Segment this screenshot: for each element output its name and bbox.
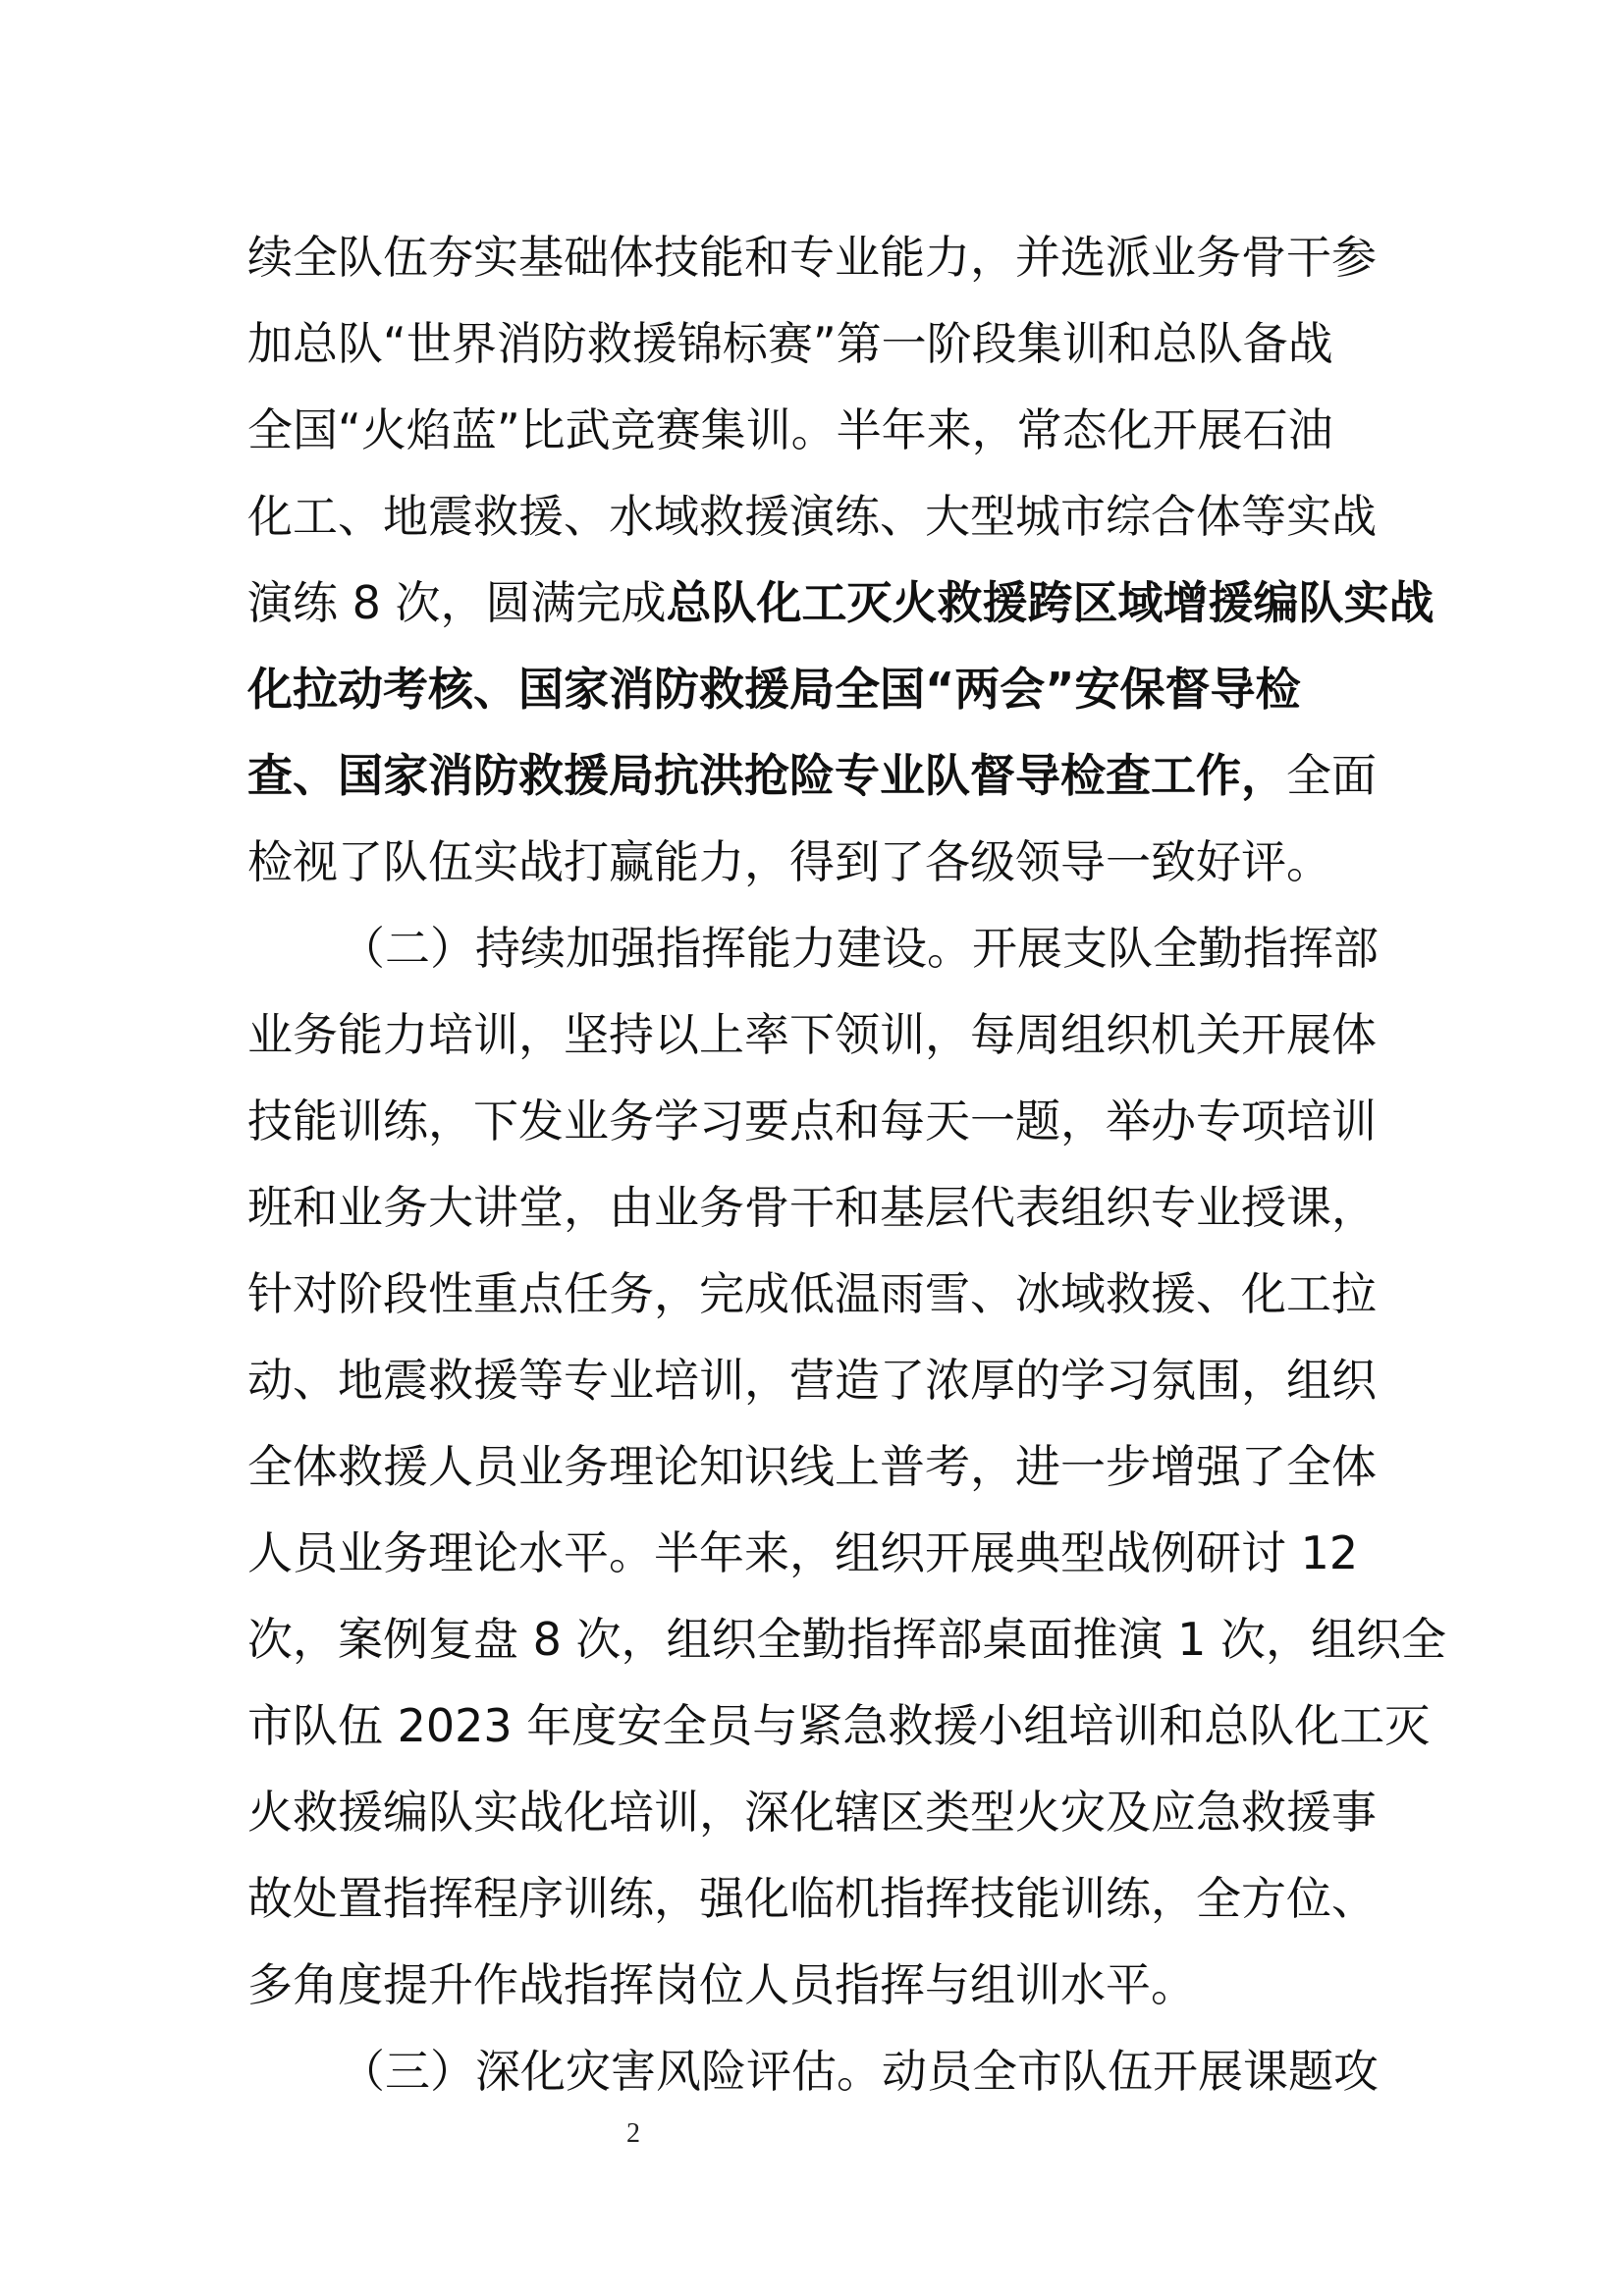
text-line: 续全队伍夯实基础体技能和专业能力，并选派业务骨干参 bbox=[247, 231, 1377, 284]
bold-text-run: 查、国家消防救援局抗洪抢险专业队督导检查工作， bbox=[247, 749, 1286, 802]
text-line: 检视了队伍实战打赢能力，得到了各级领导一致好评。 bbox=[247, 835, 1331, 888]
text-line: 业务能力培训，坚持以上率下领训，每周组织机关开展体 bbox=[247, 1008, 1377, 1061]
text-line: 多角度提升作战指挥岗位人员指挥与组训水平。 bbox=[247, 1958, 1196, 2011]
text-run: 全面 bbox=[1286, 749, 1377, 802]
text-line bbox=[247, 561, 1435, 644]
bold-text-run: 总队化工灭火救援跨区域增援编队实战 bbox=[666, 576, 1435, 629]
text-run: 演练 8 次，圆满完成 bbox=[247, 576, 667, 629]
text-line: 全国“火焰蓝”比武竞赛集训。半年来，常态化开展石油 bbox=[247, 403, 1333, 456]
text-line: 次，案例复盘 8 次，组织全勤指挥部桌面推演 1 次，组织全 bbox=[247, 1613, 1447, 1666]
text-line: 全体救援人员业务理论知识线上普考，进一步增强了全体 bbox=[247, 1440, 1377, 1493]
text-line: 动、地震救援等专业培训，营造了浓厚的学习氛围，组织 bbox=[247, 1354, 1377, 1407]
paragraph-first-line: （三）深化灾害风险评估。动员全市队伍开展课题攻 bbox=[340, 2045, 1379, 2098]
text-line: 技能训练，下发业务学习要点和每天一题，举办专项培训 bbox=[247, 1095, 1377, 1148]
text-line: 市队伍 2023 年度安全员与紧急救援小组培训和总队化工灭 bbox=[247, 1699, 1431, 1752]
text-line: 故处置指挥程序训练，强化临机指挥技能训练，全方位、 bbox=[247, 1872, 1377, 1925]
bold-text-line: 化拉动考核、国家消防救援局全国“两会”安保督导检 bbox=[247, 663, 1301, 716]
paragraph-first-line: （二）持续加强指挥能力建设。开展支队全勤指挥部 bbox=[340, 922, 1379, 975]
text-line: 化工、地震救援、水域救援演练、大型城市综合体等实战 bbox=[247, 490, 1377, 543]
page-number: 2 bbox=[626, 2118, 640, 2149]
text-line: 人员业务理论水平。半年来，组织开展典型战例研讨 12 bbox=[247, 1526, 1359, 1579]
text-line: 加总队“世界消防救援锦标赛”第一阶段集训和总队备战 bbox=[247, 317, 1333, 370]
text-line: 针对阶段性重点任务，完成低温雨雪、冰域救援、化工拉 bbox=[247, 1267, 1377, 1320]
text-line bbox=[247, 734, 1377, 817]
text-line: 火救援编队实战化培训，深化辖区类型火灾及应急救援事 bbox=[247, 1786, 1377, 1839]
text-line: 班和业务大讲堂，由业务骨干和基层代表组织专业授课， bbox=[247, 1181, 1377, 1234]
